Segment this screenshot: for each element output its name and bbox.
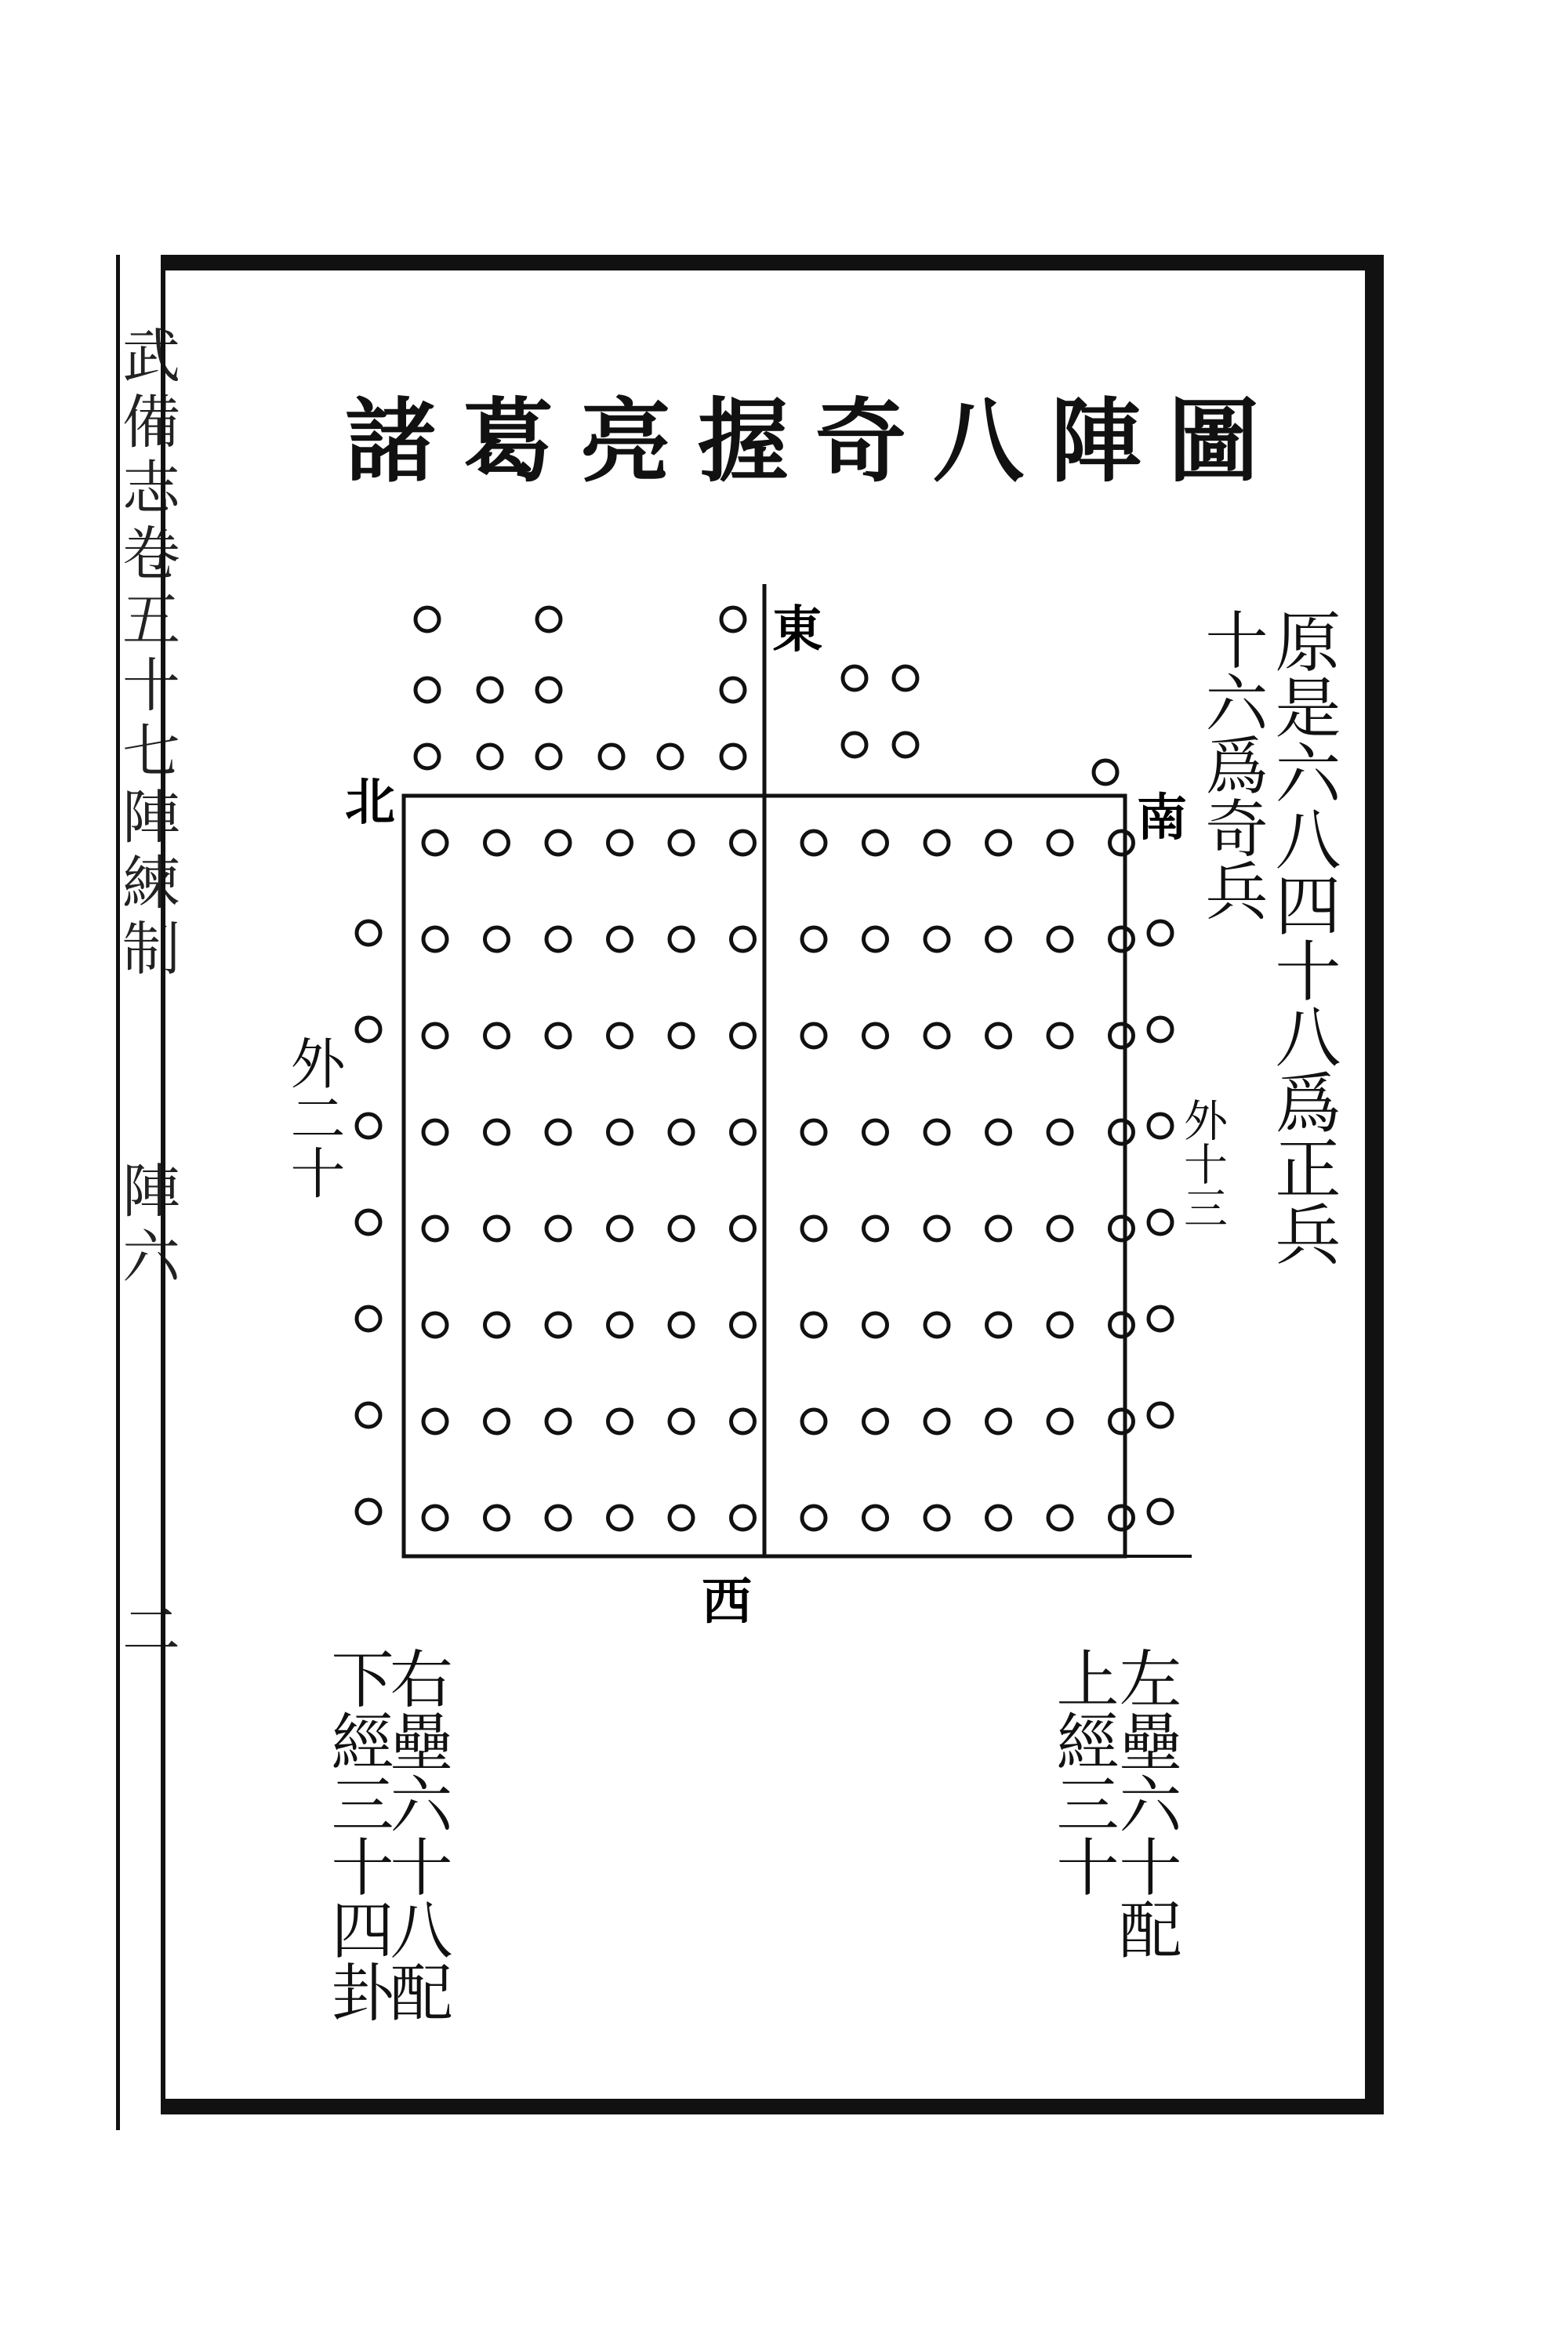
top-cluster-circle [659,745,682,768]
formation-circle [802,1410,826,1433]
outer-right-circle [1149,1500,1172,1523]
formation-circle [485,1313,509,1337]
outer-left-circle [357,1018,380,1041]
formation-circle [1110,1506,1134,1530]
formation-circle [670,1120,693,1144]
top-cluster-circle [843,733,866,757]
spine-page-number: 二 [113,1599,180,1657]
formation-circle [864,1313,887,1337]
formation-circle [1048,1506,1072,1530]
formation-circle [670,1410,693,1433]
outer-right-circle [1149,1210,1172,1234]
formation-circle [1110,1313,1134,1337]
bottom-right-column-2: 上經三十 [1046,1646,1119,1897]
outer-left-label: 外二十 [281,1035,346,1200]
formation-circle [423,1024,447,1047]
top-cluster-circle [721,608,745,631]
formation-circle [670,1506,693,1530]
formation-circle [731,1024,755,1047]
formation-circle [987,1024,1011,1047]
formation-circle [546,1120,570,1144]
formation-circle [1110,1217,1134,1240]
top-cluster-circle [416,678,439,702]
top-cluster-circle [537,745,561,768]
outer-left-circle [357,1500,380,1523]
formation-circle [987,1217,1011,1240]
top-cluster-circle [894,666,917,690]
formation-circle [608,1120,632,1144]
formation-circle [1048,1120,1072,1144]
formation-circle [423,1217,447,1240]
formation-circle [670,1217,693,1240]
formation-circle [670,831,693,855]
formation-circle [546,1313,570,1337]
outer-left-circle [357,921,380,945]
outer-right-circle [1149,1403,1172,1427]
direction-north: 北 [345,773,395,832]
formation-circle [864,1217,887,1240]
formation-circle [485,831,509,855]
formation-circle [423,927,447,951]
formation-circle [608,1313,632,1337]
formation-circle [731,1410,755,1433]
formation-circle [423,1506,447,1530]
formation-circle [864,831,887,855]
outer-left-circle [357,1403,380,1427]
outer-right-circle [1149,921,1172,945]
formation-circle [1110,1410,1134,1433]
formation-circle [925,831,949,855]
top-cluster-circle [721,678,745,702]
right-note-column-2: 十六爲奇兵 [1195,608,1268,921]
formation-circle [423,1313,447,1337]
outer-right-circle [1149,1114,1172,1138]
top-cluster-circle [478,678,502,702]
formation-circle [987,1410,1011,1433]
right-note-column-1: 原是六八四十八爲正兵 [1265,608,1341,1266]
formation-circle [1110,1120,1134,1144]
formation-circle [925,1217,949,1240]
formation-circle [546,1024,570,1047]
spine-title: 武備志卷五十七陣練制 [113,325,180,984]
formation-circle [802,1313,826,1337]
formation-circle [423,1120,447,1144]
formation-circle [731,1217,755,1240]
formation-circle [731,1120,755,1144]
formation-circle [987,1506,1011,1530]
formation-circle [1048,1024,1072,1047]
formation-circle [485,927,509,951]
formation-circle [608,1506,632,1530]
formation-circle [546,1410,570,1433]
top-cluster-circle [416,745,439,768]
outer-right-circle [1149,1018,1172,1041]
top-cluster-circle [843,666,866,690]
formation-circle [925,927,949,951]
top-cluster-circle [537,608,561,631]
formation-circle [925,1024,949,1047]
formation-circle [864,1410,887,1433]
formation-circle [546,927,570,951]
formation-circle [802,1506,826,1530]
formation-circle [731,831,755,855]
formation-circle [1110,927,1134,951]
formation-circle [1048,1217,1072,1240]
formation-circle [987,927,1011,951]
formation-circle [864,1120,887,1144]
formation-circle [802,1217,826,1240]
top-cluster-circle [600,745,623,768]
spine-section: 陣六 [113,1160,180,1292]
formation-circle [864,1506,887,1530]
formation-circle [608,1217,632,1240]
formation-circle [802,927,826,951]
formation-circle [1110,831,1134,855]
direction-east: 東 [772,601,822,659]
bottom-left-column-2: 下經三十四卦 [321,1646,394,2023]
corner-marker-circle [1094,760,1117,784]
outer-left-circle [357,1210,380,1234]
bottom-right-column-1: 左壘六十配 [1109,1646,1181,1960]
formation-circle [731,1506,755,1530]
bottom-left-column-1: 右壘六十八配 [379,1646,452,2023]
outer-left-circle [357,1307,380,1330]
formation-circle [423,831,447,855]
formation-circle [925,1313,949,1337]
direction-west: 西 [702,1573,752,1632]
outer-right-label: 外十三 [1177,1098,1228,1229]
formation-circle [546,1506,570,1530]
formation-circle [925,1120,949,1144]
formation-circle [670,1024,693,1047]
formation-circle [423,1410,447,1433]
page-title: 諸葛亮握奇八陣圖 [345,388,1286,495]
formation-circle [1048,1313,1072,1337]
formation-circle [987,1120,1011,1144]
formation-circle [546,831,570,855]
formation-circle [608,927,632,951]
formation-circle [731,1313,755,1337]
formation-circle [864,1024,887,1047]
formation-circle [608,1024,632,1047]
formation-circle [608,1410,632,1433]
formation-circle [485,1217,509,1240]
formation-circle [670,1313,693,1337]
formation-circle [925,1410,949,1433]
formation-circle [1048,1410,1072,1433]
formation-circle [485,1024,509,1047]
formation-circle [1110,1024,1134,1047]
formation-circle [802,1024,826,1047]
formation-circle [864,927,887,951]
formation-circle [802,1120,826,1144]
formation-circle [485,1120,509,1144]
top-cluster-circle [416,608,439,631]
top-cluster-circle [721,745,745,768]
formation-circle [1048,831,1072,855]
formation-circle [485,1410,509,1433]
direction-south: 南 [1137,789,1187,848]
formation-circle [608,831,632,855]
outer-right-circle [1149,1307,1172,1330]
top-cluster-circle [894,733,917,757]
top-cluster-circle [478,745,502,768]
outer-left-circle [357,1114,380,1138]
formation-circle [1048,927,1072,951]
formation-circle [485,1506,509,1530]
formation-circle [987,831,1011,855]
formation-circle [925,1506,949,1530]
formation-circle [802,831,826,855]
formation-circle [731,927,755,951]
top-cluster-circle [537,678,561,702]
formation-circle [546,1217,570,1240]
formation-circle [670,927,693,951]
formation-circle [987,1313,1011,1337]
